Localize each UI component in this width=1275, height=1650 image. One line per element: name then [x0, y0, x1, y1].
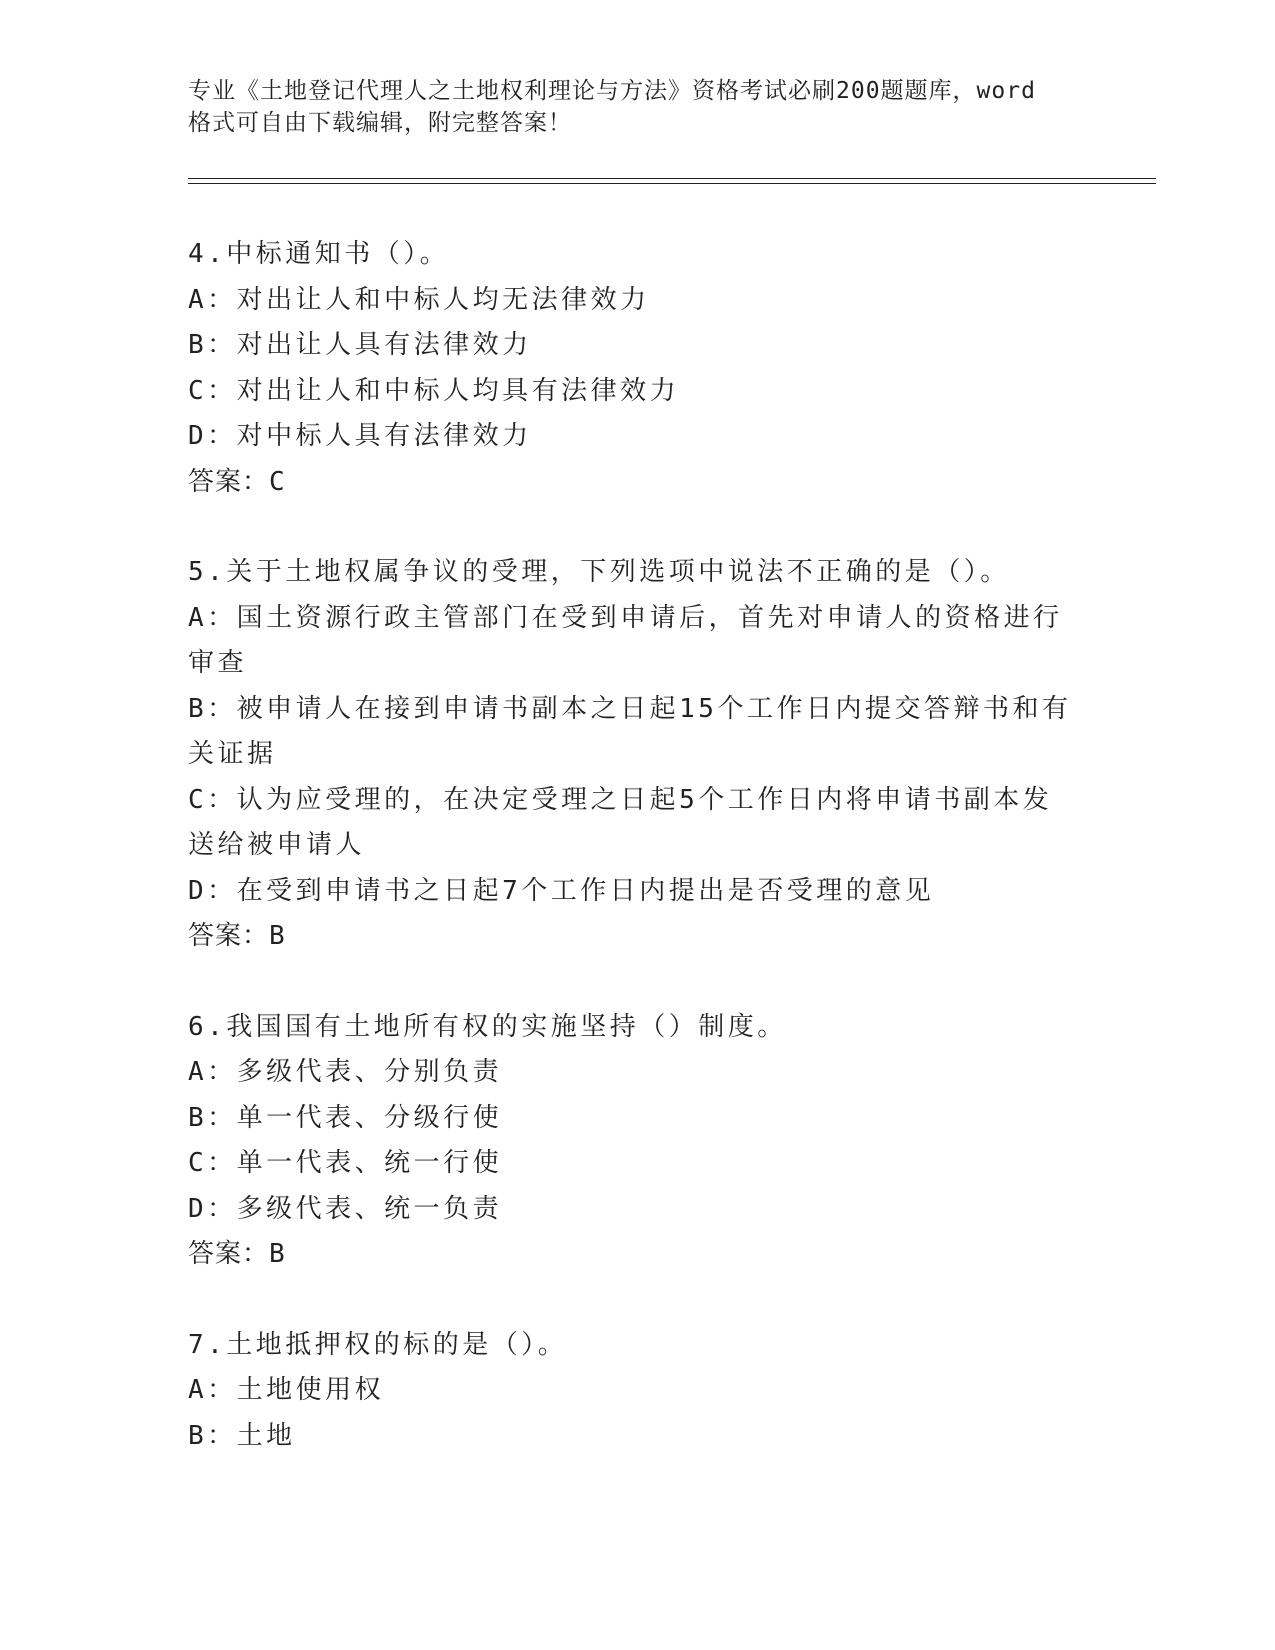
header-line-2: 格式可自由下载编辑，附完整答案！: [188, 110, 572, 136]
option-a: A：土地使用权: [188, 1375, 385, 1405]
answer: 答案：B: [188, 1239, 286, 1269]
option-b: B：土地: [188, 1420, 296, 1451]
question-5: [188, 550, 1078, 960]
question-7: [188, 1323, 1078, 1460]
header-divider-bottom: [188, 183, 1156, 184]
option-d: D：多级代表、统一负责: [188, 1193, 503, 1224]
option-d: D：在受到申请书之日起7个工作日内提出是否受理的意见: [188, 875, 935, 906]
document-header: [188, 75, 1068, 139]
answer: 答案：C: [188, 466, 286, 497]
option-b: B：单一代表、分级行使: [188, 1102, 503, 1133]
option-c: C：认为应受理的，在决定受理之日起5个工作日内将申请书副本发送给被申请人: [188, 784, 1053, 860]
option-d: D：对中标人具有法律效力: [188, 421, 532, 451]
answer: 答案：B: [188, 921, 286, 951]
question-stem: 7.土地抵押权的标的是（）。: [188, 1329, 568, 1360]
question-6: [188, 1005, 1078, 1278]
header-line-1: 专业《土地登记代理人之土地权利理论与方法》资格考试必刷200题题库，word: [188, 78, 1036, 104]
option-a: A：对出让人和中标人均无法律效力: [188, 284, 650, 315]
option-a: A：多级代表、分别负责: [188, 1057, 503, 1087]
question-stem: 4.中标通知书（）。: [188, 239, 450, 269]
option-a: A：国土资源行政主管部门在受到申请后，首先对申请人的资格进行审查: [188, 602, 1063, 678]
question-stem: 5.关于土地权属争议的受理，下列选项中说法不正确的是（）。: [188, 557, 1010, 587]
option-b: B：对出让人具有法律效力: [188, 330, 532, 360]
header-divider-top: [188, 178, 1156, 179]
option-b: B：被申请人在接到申请书副本之日起15个工作日内提交答辩书和有关证据: [188, 693, 1072, 769]
question-list: [188, 232, 1078, 1504]
question-stem: 6.我国国有土地所有权的实施坚持（）制度。: [188, 1011, 787, 1042]
option-c: C：对出让人和中标人均具有法律效力: [188, 375, 680, 406]
option-c: C：单一代表、统一行使: [188, 1148, 503, 1178]
question-4: [188, 232, 1078, 505]
